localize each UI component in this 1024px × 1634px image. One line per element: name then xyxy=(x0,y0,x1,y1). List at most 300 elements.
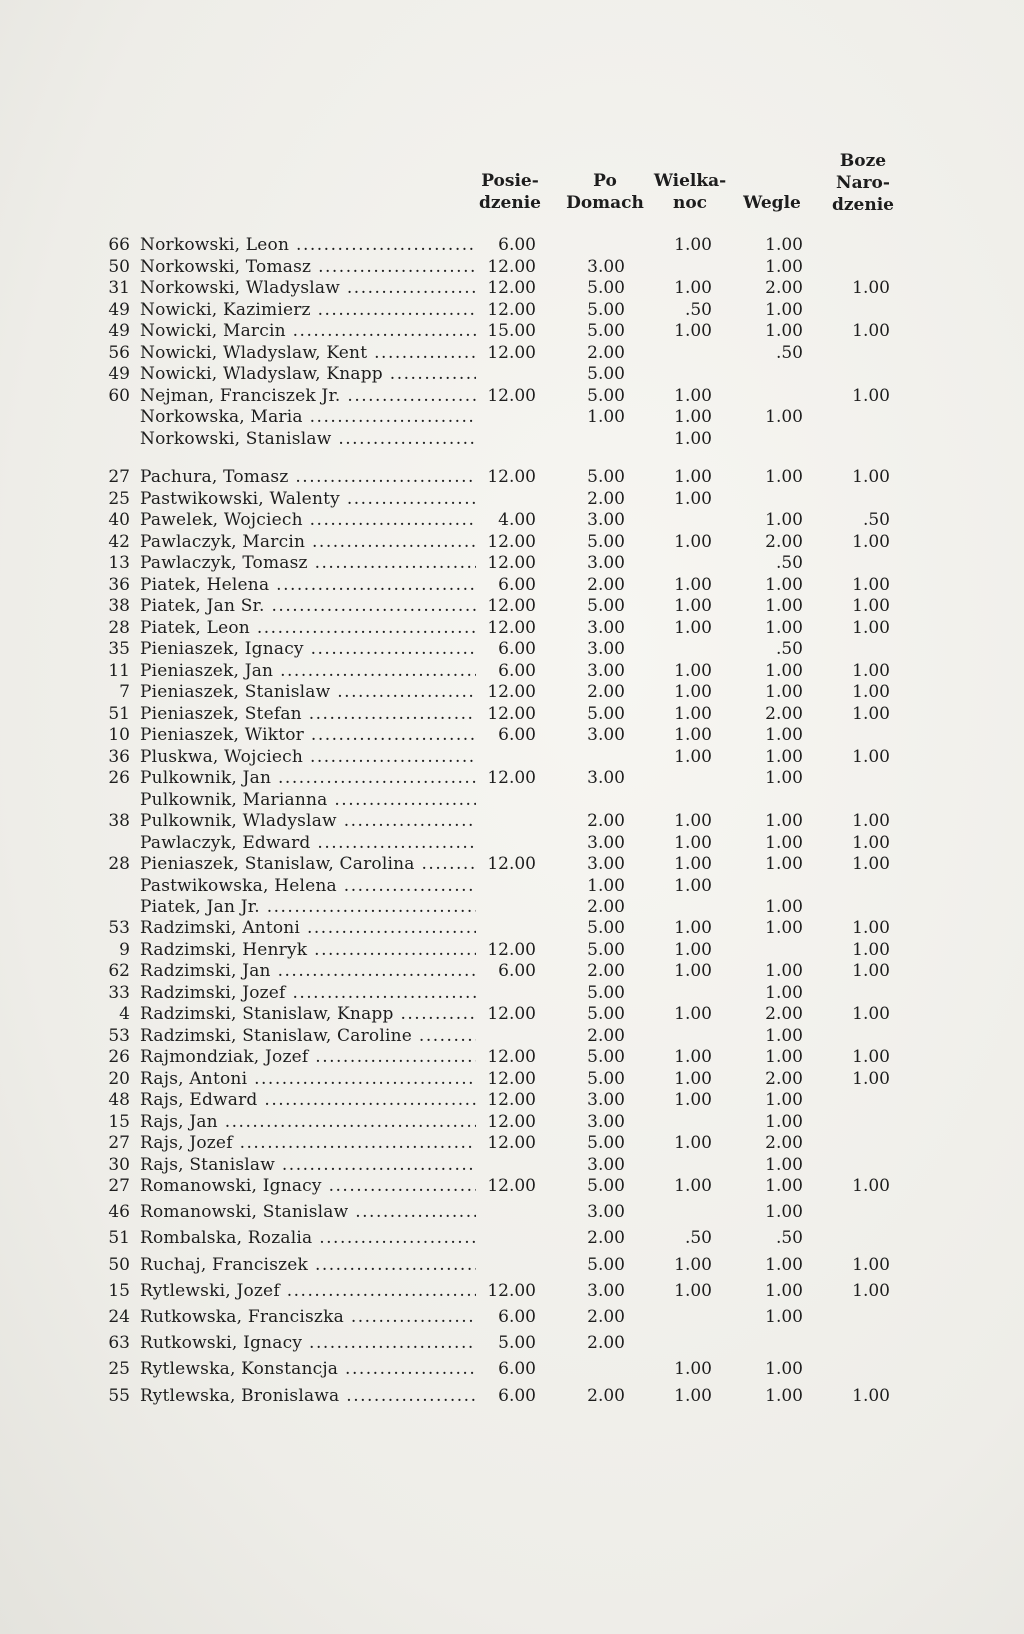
house-number: 56 xyxy=(108,342,130,363)
posiedzenie-value: 6.00 xyxy=(498,961,536,981)
po-domach-value: 3.00 xyxy=(587,1111,625,1132)
person-name: Pawlaczyk, Marcin ..... xyxy=(140,532,476,553)
po-domach-value: 2.00 xyxy=(587,1306,625,1327)
po-domach-value: 3.00 xyxy=(587,832,625,853)
wegle-value: 1.00 xyxy=(765,918,803,938)
posiedzenie-value: 5.00 xyxy=(498,1333,536,1354)
wielkanoc-value: 1.00 xyxy=(674,854,712,874)
header-wielkanoc: Wielka- noc xyxy=(653,171,727,213)
header-posiedzenie: Posie- dzenie xyxy=(479,171,541,213)
po-domach-value: 3.00 xyxy=(587,1202,625,1223)
wielkanoc-value: 1.00 xyxy=(674,939,712,960)
table-row xyxy=(0,961,1024,983)
house-number: 63 xyxy=(108,1333,130,1354)
header-wegle: Wegle xyxy=(743,193,801,213)
person-name: Nejman, Franciszek Jr. ..... xyxy=(140,386,476,407)
po-domach-value: 5.00 xyxy=(587,278,625,298)
person-name: Pastwikowska, Helena ..... xyxy=(140,876,476,897)
table-row xyxy=(0,725,1024,747)
person-name: Piatek, Jan Jr. ..... xyxy=(140,897,476,918)
person-name: Nowicki, Marcin ..... xyxy=(140,321,476,342)
wielkanoc-value: 1.00 xyxy=(674,235,712,255)
wegle-value: 2.00 xyxy=(765,531,803,552)
wielkanoc-value: 1.00 xyxy=(674,617,712,638)
house-number: 49 xyxy=(108,321,130,341)
posiedzenie-value: 12.00 xyxy=(487,553,536,573)
table-row xyxy=(0,1133,1024,1155)
person-name: Pluskwa, Wojciech ..... xyxy=(140,747,476,768)
person-name: Radzimski, Jan ..... xyxy=(140,961,476,982)
house-number: 25 xyxy=(108,1359,130,1380)
table-row xyxy=(0,257,1024,279)
wegle-value: 2.00 xyxy=(765,703,803,724)
table-row xyxy=(0,278,1024,300)
wegle-value: 1.00 xyxy=(765,256,803,277)
wegle-value: 1.00 xyxy=(765,1090,803,1110)
wegle-value: 1.00 xyxy=(765,746,803,767)
wegle-value: 1.00 xyxy=(765,768,803,788)
posiedzenie-value: 6.00 xyxy=(498,639,536,659)
house-number: 51 xyxy=(108,1228,130,1249)
table-row xyxy=(0,983,1024,1005)
table-row xyxy=(0,682,1024,704)
po-domach-value: 3.00 xyxy=(587,854,625,874)
table-row xyxy=(0,364,1024,386)
po-domach-value: 1.00 xyxy=(587,407,625,427)
wegle-value: 1.00 xyxy=(765,1306,803,1327)
house-number: 40 xyxy=(108,510,130,530)
po-domach-value: 5.00 xyxy=(587,982,625,1003)
wielkanoc-value: 1.00 xyxy=(674,961,712,981)
table-row xyxy=(0,489,1024,511)
wielkanoc-value: 1.00 xyxy=(674,488,712,509)
wegle-value: 1.00 xyxy=(765,854,803,874)
wegle-value: 1.00 xyxy=(765,1385,803,1406)
house-number: 49 xyxy=(108,299,130,320)
person-name: Rajmondziak, Jozef ..... xyxy=(140,1047,476,1068)
posiedzenie-value: 12.00 xyxy=(487,467,536,487)
person-name: Rytlewska, Konstancja ..... xyxy=(140,1356,476,1382)
wegle-value: .50 xyxy=(775,1228,803,1249)
person-name: Pieniaszek, Stefan ..... xyxy=(140,704,476,725)
house-number: 24 xyxy=(108,1306,130,1327)
person-name: Norkowski, Leon ..... xyxy=(140,235,476,256)
table-row xyxy=(0,1356,1024,1382)
table-row xyxy=(0,768,1024,790)
house-number: 30 xyxy=(108,1154,130,1175)
person-name: Rajs, Edward ..... xyxy=(140,1090,476,1111)
person-name: Nowicki, Kazimierz ..... xyxy=(140,300,476,321)
po-domach-value: 3.00 xyxy=(587,1090,625,1110)
wielkanoc-value: 1.00 xyxy=(674,725,712,745)
wielkanoc-value: .50 xyxy=(684,299,712,320)
person-name: Rutkowska, Franciszka ..... xyxy=(140,1304,476,1330)
table-row xyxy=(0,940,1024,962)
person-name: Nowicki, Wladyslaw, Kent ..... xyxy=(140,343,476,364)
table-row xyxy=(0,343,1024,365)
po-domach-value: 5.00 xyxy=(587,1004,625,1024)
boze-narodzenie-value: 1.00 xyxy=(852,1254,890,1275)
wielkanoc-value: 1.00 xyxy=(674,832,712,853)
house-number: 50 xyxy=(108,256,130,277)
table-row xyxy=(0,1225,1024,1251)
po-domach-value: 3.00 xyxy=(587,660,625,681)
boze-narodzenie-value: 1.00 xyxy=(852,1176,890,1196)
wegle-value: 1.00 xyxy=(765,235,803,255)
boze-narodzenie-value: 1.00 xyxy=(852,961,890,981)
po-domach-value: 3.00 xyxy=(587,553,625,573)
house-number: 48 xyxy=(108,1090,130,1110)
wegle-value: 1.00 xyxy=(765,1254,803,1275)
po-domach-value: 5.00 xyxy=(587,596,625,616)
posiedzenie-value: 6.00 xyxy=(498,725,536,745)
entry-group xyxy=(0,467,1024,919)
wielkanoc-value: 1.00 xyxy=(674,385,712,406)
table-row xyxy=(0,790,1024,812)
boze-narodzenie-value: 1.00 xyxy=(852,832,890,853)
posiedzenie-value: 12.00 xyxy=(487,256,536,277)
header-po-domach: Po Domach xyxy=(566,171,644,213)
person-name: Radzimski, Stanislaw, Knapp ..... xyxy=(140,1004,476,1025)
table-row xyxy=(0,1199,1024,1225)
table-row xyxy=(0,1383,1024,1409)
table-row xyxy=(0,596,1024,618)
table-row xyxy=(0,661,1024,683)
boze-narodzenie-value: 1.00 xyxy=(852,1047,890,1067)
wegle-value: 1.00 xyxy=(765,1176,803,1196)
wegle-value: 1.00 xyxy=(765,510,803,530)
table-row xyxy=(0,1004,1024,1026)
house-number: 15 xyxy=(108,1111,130,1132)
po-domach-value: 2.00 xyxy=(587,1385,625,1406)
table-row xyxy=(0,918,1024,940)
wegle-value: .50 xyxy=(775,553,803,573)
wielkanoc-value: 1.00 xyxy=(674,1068,712,1089)
wielkanoc-value: 1.00 xyxy=(674,1385,712,1406)
person-name: Romanowski, Ignacy ..... xyxy=(140,1173,476,1199)
person-name: Rytlewski, Jozef ..... xyxy=(140,1278,476,1304)
boze-narodzenie-value: 1.00 xyxy=(852,682,890,702)
posiedzenie-value: 6.00 xyxy=(498,574,536,595)
wegle-value: 1.00 xyxy=(765,617,803,638)
table-row xyxy=(0,1252,1024,1278)
po-domach-value: 5.00 xyxy=(587,1133,625,1153)
posiedzenie-value: 12.00 xyxy=(487,703,536,724)
house-number: 7 xyxy=(119,682,130,702)
table-row xyxy=(0,1330,1024,1356)
boze-narodzenie-value: 1.00 xyxy=(852,1068,890,1089)
po-domach-value: 2.00 xyxy=(587,811,625,831)
wegle-value: 1.00 xyxy=(765,299,803,320)
po-domach-value: 2.00 xyxy=(587,682,625,702)
table-row xyxy=(0,704,1024,726)
wielkanoc-value: 1.00 xyxy=(674,467,712,487)
house-number: 33 xyxy=(108,982,130,1003)
posiedzenie-value: 6.00 xyxy=(498,660,536,681)
house-number: 38 xyxy=(108,811,130,831)
posiedzenie-value: 12.00 xyxy=(487,768,536,788)
person-name: Norkowska, Maria ..... xyxy=(140,407,476,428)
wielkanoc-value: 1.00 xyxy=(674,531,712,552)
wegle-value: 1.00 xyxy=(765,1280,803,1301)
posiedzenie-value: 12.00 xyxy=(487,854,536,874)
wielkanoc-value: 1.00 xyxy=(674,1176,712,1196)
entry-group xyxy=(0,918,1024,1176)
house-number: 27 xyxy=(108,467,130,487)
house-number: 60 xyxy=(108,385,130,406)
po-domach-value: 2.00 xyxy=(587,1333,625,1354)
house-number: 46 xyxy=(108,1202,130,1223)
entry-group xyxy=(0,1173,1024,1409)
person-name: Rajs, Jan ..... xyxy=(140,1112,476,1133)
boze-narodzenie-value: 1.00 xyxy=(852,278,890,298)
wegle-value: 1.00 xyxy=(765,832,803,853)
table-row xyxy=(0,747,1024,769)
po-domach-value: 3.00 xyxy=(587,639,625,659)
table-row xyxy=(0,639,1024,661)
wegle-value: 1.00 xyxy=(765,1025,803,1046)
wielkanoc-value: 1.00 xyxy=(674,1133,712,1153)
po-domach-value: 5.00 xyxy=(587,703,625,724)
wegle-value: 2.00 xyxy=(765,278,803,298)
table-row xyxy=(0,300,1024,322)
person-name: Pulkownik, Jan ..... xyxy=(140,768,476,789)
boze-narodzenie-value: 1.00 xyxy=(852,467,890,487)
boze-narodzenie-value: .50 xyxy=(862,510,890,530)
table-row xyxy=(0,1047,1024,1069)
po-domach-value: 3.00 xyxy=(587,1154,625,1175)
table-row xyxy=(0,407,1024,429)
table-row xyxy=(0,876,1024,898)
house-number: 49 xyxy=(108,364,130,384)
house-number: 38 xyxy=(108,596,130,616)
posiedzenie-value: 6.00 xyxy=(498,1306,536,1327)
person-name: Ruchaj, Franciszek ..... xyxy=(140,1252,476,1278)
person-name: Rajs, Stanislaw ..... xyxy=(140,1155,476,1176)
posiedzenie-value: 12.00 xyxy=(487,1133,536,1153)
house-number: 28 xyxy=(108,854,130,874)
wegle-value: 1.00 xyxy=(765,596,803,616)
house-number: 27 xyxy=(108,1176,130,1196)
wegle-value: 1.00 xyxy=(765,682,803,702)
table-row xyxy=(0,321,1024,343)
posiedzenie-value: 12.00 xyxy=(487,1047,536,1067)
boze-narodzenie-value: 1.00 xyxy=(852,574,890,595)
house-number: 66 xyxy=(108,235,130,255)
person-name: Pieniaszek, Wiktor ..... xyxy=(140,725,476,746)
house-number: 10 xyxy=(108,725,130,745)
person-name: Pachura, Tomasz ..... xyxy=(140,467,476,488)
posiedzenie-value: 12.00 xyxy=(487,596,536,616)
boze-narodzenie-value: 1.00 xyxy=(852,660,890,681)
person-name: Romanowski, Stanislaw ..... xyxy=(140,1199,476,1225)
house-number: 55 xyxy=(108,1385,130,1406)
wielkanoc-value: 1.00 xyxy=(674,875,712,896)
table-row xyxy=(0,429,1024,451)
table-row xyxy=(0,833,1024,855)
house-number: 53 xyxy=(108,1025,130,1046)
wielkanoc-value: 1.00 xyxy=(674,1280,712,1301)
wegle-value: 2.00 xyxy=(765,1133,803,1153)
person-name: Piatek, Helena ..... xyxy=(140,575,476,596)
house-number: 26 xyxy=(108,768,130,788)
po-domach-value: 5.00 xyxy=(587,939,625,960)
wegle-value: 1.00 xyxy=(765,1047,803,1067)
house-number: 9 xyxy=(119,939,130,960)
wegle-value: 1.00 xyxy=(765,811,803,831)
wielkanoc-value: 1.00 xyxy=(674,746,712,767)
po-domach-value: 2.00 xyxy=(587,1228,625,1249)
boze-narodzenie-value: 1.00 xyxy=(852,854,890,874)
po-domach-value: 3.00 xyxy=(587,617,625,638)
wegle-value: 1.00 xyxy=(765,1202,803,1223)
person-name: Pawelek, Wojciech ..... xyxy=(140,510,476,531)
boze-narodzenie-value: 1.00 xyxy=(852,939,890,960)
posiedzenie-value: 12.00 xyxy=(487,1068,536,1089)
table-row xyxy=(0,1173,1024,1199)
person-name: Norkowski, Wladyslaw ..... xyxy=(140,278,476,299)
table-row xyxy=(0,532,1024,554)
boze-narodzenie-value: 1.00 xyxy=(852,617,890,638)
house-number: 25 xyxy=(108,488,130,509)
po-domach-value: 3.00 xyxy=(587,510,625,530)
po-domach-value: 5.00 xyxy=(587,531,625,552)
boze-narodzenie-value: 1.00 xyxy=(852,531,890,552)
header-boze-narodzenie: Boze Naro- dzenie xyxy=(832,151,894,215)
table-row xyxy=(0,1026,1024,1048)
person-name: Pieniaszek, Stanislaw ..... xyxy=(140,682,476,703)
house-number: 35 xyxy=(108,639,130,659)
wielkanoc-value: 1.00 xyxy=(674,1090,712,1110)
posiedzenie-value: 12.00 xyxy=(487,385,536,406)
person-name: Pieniaszek, Jan ..... xyxy=(140,661,476,682)
wegle-value: .50 xyxy=(775,639,803,659)
posiedzenie-value: 12.00 xyxy=(487,939,536,960)
person-name: Norkowski, Stanislaw ..... xyxy=(140,429,476,450)
person-name: Pawlaczyk, Edward ..... xyxy=(140,833,476,854)
person-name: Norkowski, Tomasz ..... xyxy=(140,257,476,278)
wielkanoc-value: 1.00 xyxy=(674,703,712,724)
table-row xyxy=(0,1069,1024,1091)
house-number: 13 xyxy=(108,553,130,573)
house-number: 36 xyxy=(108,746,130,767)
po-domach-value: 2.00 xyxy=(587,342,625,363)
po-domach-value: 5.00 xyxy=(587,321,625,341)
entry-group xyxy=(0,235,1024,450)
boze-narodzenie-value: 1.00 xyxy=(852,811,890,831)
person-name: Rutkowski, Ignacy ..... xyxy=(140,1330,476,1356)
boze-narodzenie-value: 1.00 xyxy=(852,746,890,767)
house-number: 15 xyxy=(108,1280,130,1301)
wielkanoc-value: .50 xyxy=(684,1228,712,1249)
wielkanoc-value: 1.00 xyxy=(674,596,712,616)
po-domach-value: 3.00 xyxy=(587,725,625,745)
table-row xyxy=(0,811,1024,833)
person-name: Rajs, Jozef ..... xyxy=(140,1133,476,1154)
po-domach-value: 5.00 xyxy=(587,1254,625,1275)
posiedzenie-value: 6.00 xyxy=(498,1359,536,1380)
wielkanoc-value: 1.00 xyxy=(674,682,712,702)
po-domach-value: 3.00 xyxy=(587,1280,625,1301)
posiedzenie-value: 4.00 xyxy=(498,510,536,530)
wegle-value: 1.00 xyxy=(765,982,803,1003)
person-name: Pulkownik, Wladyslaw ..... xyxy=(140,811,476,832)
wegle-value: 1.00 xyxy=(765,1359,803,1380)
table-row xyxy=(0,386,1024,408)
boze-narodzenie-value: 1.00 xyxy=(852,703,890,724)
table-row xyxy=(0,897,1024,919)
wielkanoc-value: 1.00 xyxy=(674,1359,712,1380)
person-name: Rombalska, Rozalia ..... xyxy=(140,1225,476,1251)
table-row xyxy=(0,467,1024,489)
table-row xyxy=(0,1304,1024,1330)
table-row xyxy=(0,1112,1024,1134)
po-domach-value: 2.00 xyxy=(587,574,625,595)
wegle-value: 1.00 xyxy=(765,321,803,341)
wielkanoc-value: 1.00 xyxy=(674,321,712,341)
person-name: Radzimski, Henryk ..... xyxy=(140,940,476,961)
person-name: Pieniaszek, Stanislaw, Carolina ..... xyxy=(140,854,476,875)
po-domach-value: 2.00 xyxy=(587,1025,625,1046)
boze-narodzenie-value: 1.00 xyxy=(852,1280,890,1301)
wielkanoc-value: 1.00 xyxy=(674,1047,712,1067)
table-row xyxy=(0,575,1024,597)
po-domach-value: 5.00 xyxy=(587,364,625,384)
po-domach-value: 5.00 xyxy=(587,1068,625,1089)
house-number: 20 xyxy=(108,1068,130,1089)
po-domach-value: 1.00 xyxy=(587,875,625,896)
wielkanoc-value: 1.00 xyxy=(674,1004,712,1024)
house-number: 11 xyxy=(108,660,130,681)
table-row xyxy=(0,553,1024,575)
wielkanoc-value: 1.00 xyxy=(674,660,712,681)
posiedzenie-value: 12.00 xyxy=(487,299,536,320)
posiedzenie-value: 12.00 xyxy=(487,1004,536,1024)
person-name: Piatek, Leon ..... xyxy=(140,618,476,639)
posiedzenie-value: 12.00 xyxy=(487,278,536,298)
po-domach-value: 5.00 xyxy=(587,1176,625,1196)
wielkanoc-value: 1.00 xyxy=(674,428,712,449)
wegle-value: 1.00 xyxy=(765,467,803,487)
wegle-value: 1.00 xyxy=(765,660,803,681)
wegle-value: 2.00 xyxy=(765,1004,803,1024)
person-name: Radzimski, Jozef ..... xyxy=(140,983,476,1004)
wielkanoc-value: 1.00 xyxy=(674,574,712,595)
po-domach-value: 5.00 xyxy=(587,1047,625,1067)
wielkanoc-value: 1.00 xyxy=(674,1254,712,1275)
posiedzenie-value: 12.00 xyxy=(487,1176,536,1196)
house-number: 4 xyxy=(119,1004,130,1024)
po-domach-value: 5.00 xyxy=(587,918,625,938)
posiedzenie-value: 12.00 xyxy=(487,1090,536,1110)
wegle-value: 1.00 xyxy=(765,1111,803,1132)
boze-narodzenie-value: 1.00 xyxy=(852,1004,890,1024)
boze-narodzenie-value: 1.00 xyxy=(852,918,890,938)
posiedzenie-value: 12.00 xyxy=(487,1111,536,1132)
wielkanoc-value: 1.00 xyxy=(674,811,712,831)
po-domach-value: 3.00 xyxy=(587,768,625,788)
person-name: Pastwikowski, Walenty ..... xyxy=(140,489,476,510)
person-name: Radzimski, Stanislaw, Caroline ..... xyxy=(140,1026,476,1047)
posiedzenie-value: 12.00 xyxy=(487,342,536,363)
person-name: Radzimski, Antoni ..... xyxy=(140,918,476,939)
house-number: 26 xyxy=(108,1047,130,1067)
table-row xyxy=(0,854,1024,876)
posiedzenie-value: 12.00 xyxy=(487,682,536,702)
house-number: 50 xyxy=(108,1254,130,1275)
posiedzenie-value: 12.00 xyxy=(487,531,536,552)
wegle-value: 1.00 xyxy=(765,574,803,595)
